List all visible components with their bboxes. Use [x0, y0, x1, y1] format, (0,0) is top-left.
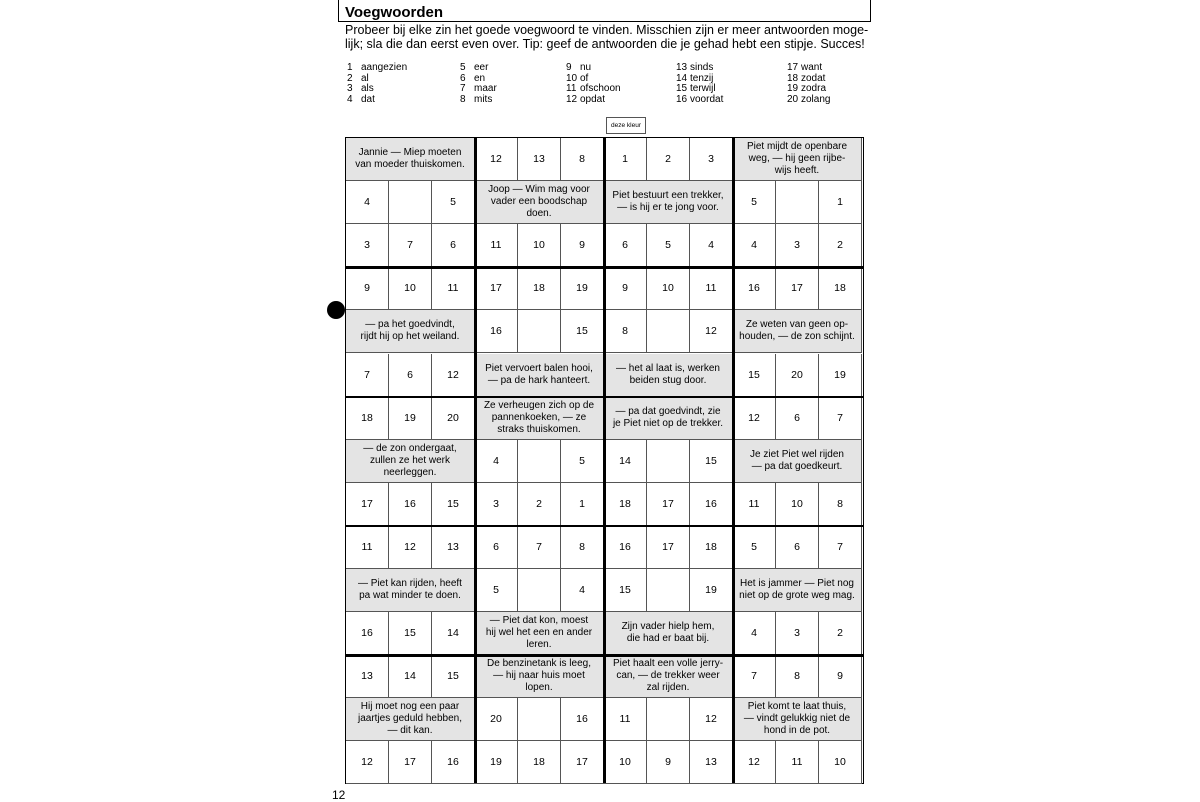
- word-list-column: [787, 63, 897, 105]
- word-number: 2: [347, 72, 353, 84]
- empty-answer-cell[interactable]: [389, 181, 432, 224]
- word-text: zolang: [801, 93, 831, 105]
- number-cell: 2: [518, 483, 561, 526]
- number-cell: 4: [690, 224, 733, 267]
- number-cell: 17: [561, 741, 604, 784]
- sentence-clue: Zijn vader hielp hem, die had er baat bij.: [604, 612, 733, 655]
- color-box[interactable]: deze kleur: [606, 117, 646, 134]
- word-list-item: [460, 95, 570, 106]
- sentence-clue: De benzinetank is leeg, — hij naar huis moet lopen.: [475, 655, 604, 698]
- word-number: 4: [347, 93, 353, 105]
- number-cell: 20: [776, 354, 819, 397]
- word-number: 13: [676, 62, 688, 73]
- number-cell: 9: [819, 655, 862, 698]
- word-number: 17: [787, 62, 799, 73]
- number-cell: 11: [776, 741, 819, 784]
- word-list-column: [347, 63, 457, 105]
- sentence-clue: — pa het goedvindt, rijdt hij op het weiland.: [346, 310, 475, 353]
- number-cell: 8: [561, 526, 604, 569]
- intro-line: lijk; sla die dan eerst even over. Tip: geef de antwoorden die je gehad hebt een stipje. Succes!: [345, 37, 865, 51]
- number-cell: 11: [604, 698, 647, 741]
- number-cell: 7: [389, 224, 432, 267]
- number-cell: 10: [389, 267, 432, 310]
- number-cell: 12: [690, 698, 733, 741]
- block-divider: [346, 654, 863, 657]
- number-cell: 10: [819, 741, 862, 784]
- number-cell: 15: [604, 569, 647, 612]
- word-number: 15: [676, 83, 688, 94]
- word-number: 14: [676, 72, 688, 84]
- puzzle-grid: [345, 137, 864, 784]
- sentence-clue: — pa dat goedvindt, zie je Piet niet op de trekker.: [604, 397, 733, 440]
- word-text: aangezien: [361, 62, 408, 73]
- number-cell: 11: [346, 526, 389, 569]
- sentence-clue: Het is jammer — Piet nog niet op de grote weg mag.: [733, 569, 862, 612]
- word-list-column: [460, 63, 570, 105]
- number-cell: 2: [647, 138, 690, 181]
- sentence-clue: Ze verheugen zich op de pannenkoeken, — ze straks thuiskomen.: [475, 397, 604, 440]
- number-cell: 6: [475, 526, 518, 569]
- word-text: tenzij: [690, 72, 714, 84]
- number-cell: 9: [604, 267, 647, 310]
- word-text: voordat: [690, 93, 724, 105]
- number-cell: 19: [561, 267, 604, 310]
- empty-answer-cell[interactable]: [647, 440, 690, 483]
- empty-answer-cell[interactable]: [647, 310, 690, 353]
- number-cell: 16: [389, 483, 432, 526]
- word-text: en: [474, 72, 486, 84]
- sentence-clue: Ze weten van geen op- houden, — de zon schijnt.: [733, 310, 862, 353]
- word-text: als: [361, 83, 374, 94]
- number-cell: 1: [561, 483, 604, 526]
- empty-answer-cell[interactable]: [647, 698, 690, 741]
- number-cell: 18: [346, 397, 389, 440]
- word-text: dat: [361, 93, 375, 105]
- word-number: 19: [787, 83, 799, 94]
- number-cell: 3: [776, 224, 819, 267]
- number-cell: 12: [389, 526, 432, 569]
- number-cell: 18: [518, 741, 561, 784]
- number-cell: 16: [475, 310, 518, 353]
- number-cell: 15: [432, 655, 475, 698]
- block-divider: [732, 138, 735, 783]
- number-cell: 17: [389, 741, 432, 784]
- word-number: 18: [787, 72, 799, 84]
- word-text: nu: [580, 62, 592, 73]
- number-cell: 14: [604, 440, 647, 483]
- sentence-clue: — het al laat is, werken beiden stug door.: [604, 354, 733, 397]
- word-text: sinds: [690, 62, 714, 73]
- word-number: 6: [460, 72, 466, 84]
- number-cell: 19: [690, 569, 733, 612]
- sentence-clue: Hij moet nog een paar jaartjes geduld hebben, — dit kan.: [346, 698, 475, 741]
- sentence-clue: — Piet kan rijden, heeft pa wat minder te doen.: [346, 569, 475, 612]
- number-cell: 3: [776, 612, 819, 655]
- number-cell: 13: [432, 526, 475, 569]
- block-divider: [474, 138, 477, 783]
- number-cell: 16: [733, 267, 776, 310]
- word-list-item: [566, 95, 676, 106]
- number-cell: 4: [346, 181, 389, 224]
- number-cell: 6: [604, 224, 647, 267]
- sentence-clue: Piet vervoert balen hooi, — pa de hark hanteert.: [475, 354, 604, 397]
- number-cell: 6: [432, 224, 475, 267]
- word-list-column: [676, 63, 786, 105]
- number-cell: 15: [389, 612, 432, 655]
- number-cell: 5: [432, 181, 475, 224]
- number-cell: 17: [346, 483, 389, 526]
- number-cell: 12: [346, 741, 389, 784]
- number-cell: 10: [776, 483, 819, 526]
- number-cell: 15: [432, 483, 475, 526]
- number-cell: 11: [475, 224, 518, 267]
- empty-answer-cell[interactable]: [518, 698, 561, 741]
- number-cell: 11: [432, 267, 475, 310]
- sentence-clue: Piet komt te laat thuis, — vindt gelukkig niet de hond in de pot.: [733, 698, 862, 741]
- word-list-item: [676, 95, 786, 106]
- sentence-clue: — Piet dat kon, moest hij wel het een en ander leren.: [475, 612, 604, 655]
- number-cell: 12: [733, 741, 776, 784]
- word-number: 12: [566, 93, 578, 105]
- word-text: maar: [474, 83, 497, 94]
- number-cell: 15: [733, 354, 776, 397]
- word-list-item: [787, 95, 897, 106]
- number-cell: 18: [518, 267, 561, 310]
- word-number: 10: [566, 72, 578, 84]
- number-cell: 19: [819, 354, 862, 397]
- number-cell: 6: [776, 397, 819, 440]
- number-cell: 7: [518, 526, 561, 569]
- word-number: 3: [347, 83, 353, 94]
- word-text: want: [801, 62, 823, 73]
- number-cell: 5: [475, 569, 518, 612]
- number-cell: 10: [604, 741, 647, 784]
- number-cell: 7: [819, 397, 862, 440]
- word-text: mits: [474, 93, 493, 105]
- number-cell: 13: [518, 138, 561, 181]
- number-cell: 18: [604, 483, 647, 526]
- sentence-clue: Jannie — Miep moeten van moeder thuiskomen.: [346, 138, 475, 181]
- word-number: 1: [347, 62, 353, 73]
- number-cell: 9: [561, 224, 604, 267]
- number-cell: 17: [475, 267, 518, 310]
- number-cell: 12: [690, 310, 733, 353]
- number-cell: 11: [733, 483, 776, 526]
- sentence-clue: Je ziet Piet wel rijden — pa dat goedkeurt.: [733, 440, 862, 483]
- block-divider: [346, 266, 863, 269]
- number-cell: 16: [432, 741, 475, 784]
- number-cell: 10: [647, 267, 690, 310]
- page-title: Voegwoorden: [345, 4, 444, 21]
- number-cell: 11: [690, 267, 733, 310]
- number-cell: 9: [647, 741, 690, 784]
- number-cell: 7: [346, 354, 389, 397]
- number-cell: 14: [432, 612, 475, 655]
- number-cell: 15: [561, 310, 604, 353]
- number-cell: 7: [819, 526, 862, 569]
- number-cell: 16: [346, 612, 389, 655]
- number-cell: 4: [561, 569, 604, 612]
- sentence-clue: Piet bestuurt een trekker, — is hij er te jong voor.: [604, 181, 733, 224]
- number-cell: 16: [561, 698, 604, 741]
- number-cell: 4: [733, 224, 776, 267]
- word-text: terwijl: [690, 83, 716, 94]
- number-cell: 8: [604, 310, 647, 353]
- empty-answer-cell[interactable]: [518, 440, 561, 483]
- number-cell: 10: [518, 224, 561, 267]
- number-cell: 8: [819, 483, 862, 526]
- word-text: of: [580, 72, 589, 84]
- page-number: 12: [332, 788, 346, 802]
- number-cell: 1: [604, 138, 647, 181]
- number-cell: 5: [647, 224, 690, 267]
- number-cell: 7: [733, 655, 776, 698]
- number-cell: 20: [432, 397, 475, 440]
- word-text: zodat: [801, 72, 826, 84]
- sentence-clue: Piet haalt een volle jerry- can, — de trekker weer zal rijden.: [604, 655, 733, 698]
- empty-answer-cell[interactable]: [776, 181, 819, 224]
- number-cell: 6: [389, 354, 432, 397]
- word-list-item: [347, 95, 457, 106]
- number-cell: 5: [561, 440, 604, 483]
- word-text: zodra: [801, 83, 827, 94]
- number-cell: 5: [733, 181, 776, 224]
- number-cell: 2: [819, 612, 862, 655]
- word-text: ofschoon: [580, 83, 621, 94]
- word-number: 16: [676, 93, 688, 105]
- block-divider: [346, 525, 863, 528]
- word-number: 11: [566, 83, 577, 94]
- number-cell: 8: [776, 655, 819, 698]
- number-cell: 13: [690, 741, 733, 784]
- number-cell: 3: [690, 138, 733, 181]
- word-text: eer: [474, 62, 489, 73]
- number-cell: 6: [776, 526, 819, 569]
- number-cell: 2: [819, 224, 862, 267]
- number-cell: 9: [346, 267, 389, 310]
- sentence-clue: Piet mijdt de openbare weg, — hij geen rijbe- wijs heeft.: [733, 138, 862, 181]
- word-text: opdat: [580, 93, 606, 105]
- word-number: 9: [566, 62, 572, 73]
- number-cell: 18: [819, 267, 862, 310]
- number-cell: 12: [475, 138, 518, 181]
- number-cell: 4: [733, 612, 776, 655]
- number-cell: 13: [346, 655, 389, 698]
- word-number: 7: [460, 83, 466, 94]
- empty-answer-cell[interactable]: [518, 569, 561, 612]
- block-divider: [346, 396, 863, 399]
- empty-answer-cell[interactable]: [518, 310, 561, 353]
- number-cell: 19: [389, 397, 432, 440]
- number-cell: 16: [690, 483, 733, 526]
- sentence-clue: Joop — Wim mag voor vader een boodschap doen.: [475, 181, 604, 224]
- block-divider: [603, 138, 606, 783]
- number-cell: 1: [819, 181, 862, 224]
- empty-answer-cell[interactable]: [647, 569, 690, 612]
- number-cell: 15: [690, 440, 733, 483]
- number-cell: 17: [776, 267, 819, 310]
- sentence-clue: — de zon ondergaat, zullen ze het werk neerleggen.: [346, 440, 475, 483]
- word-list-column: [566, 63, 676, 105]
- number-cell: 17: [647, 483, 690, 526]
- word-number: 20: [787, 93, 799, 105]
- number-cell: 14: [389, 655, 432, 698]
- number-cell: 17: [647, 526, 690, 569]
- number-cell: 16: [604, 526, 647, 569]
- number-cell: 12: [432, 354, 475, 397]
- number-cell: 5: [733, 526, 776, 569]
- number-cell: 20: [475, 698, 518, 741]
- word-number: 5: [460, 62, 466, 73]
- number-cell: 3: [475, 483, 518, 526]
- word-number: 8: [460, 93, 466, 105]
- number-cell: 19: [475, 741, 518, 784]
- word-text: al: [361, 72, 369, 84]
- number-cell: 3: [346, 224, 389, 267]
- bullet-dot-icon: [327, 301, 345, 319]
- number-cell: 12: [733, 397, 776, 440]
- number-cell: 18: [690, 526, 733, 569]
- number-cell: 4: [475, 440, 518, 483]
- number-cell: 8: [561, 138, 604, 181]
- intro-line: Probeer bij elke zin het goede voegwoord te vinden. Misschien zijn er meer antwoorden moge-: [345, 23, 869, 37]
